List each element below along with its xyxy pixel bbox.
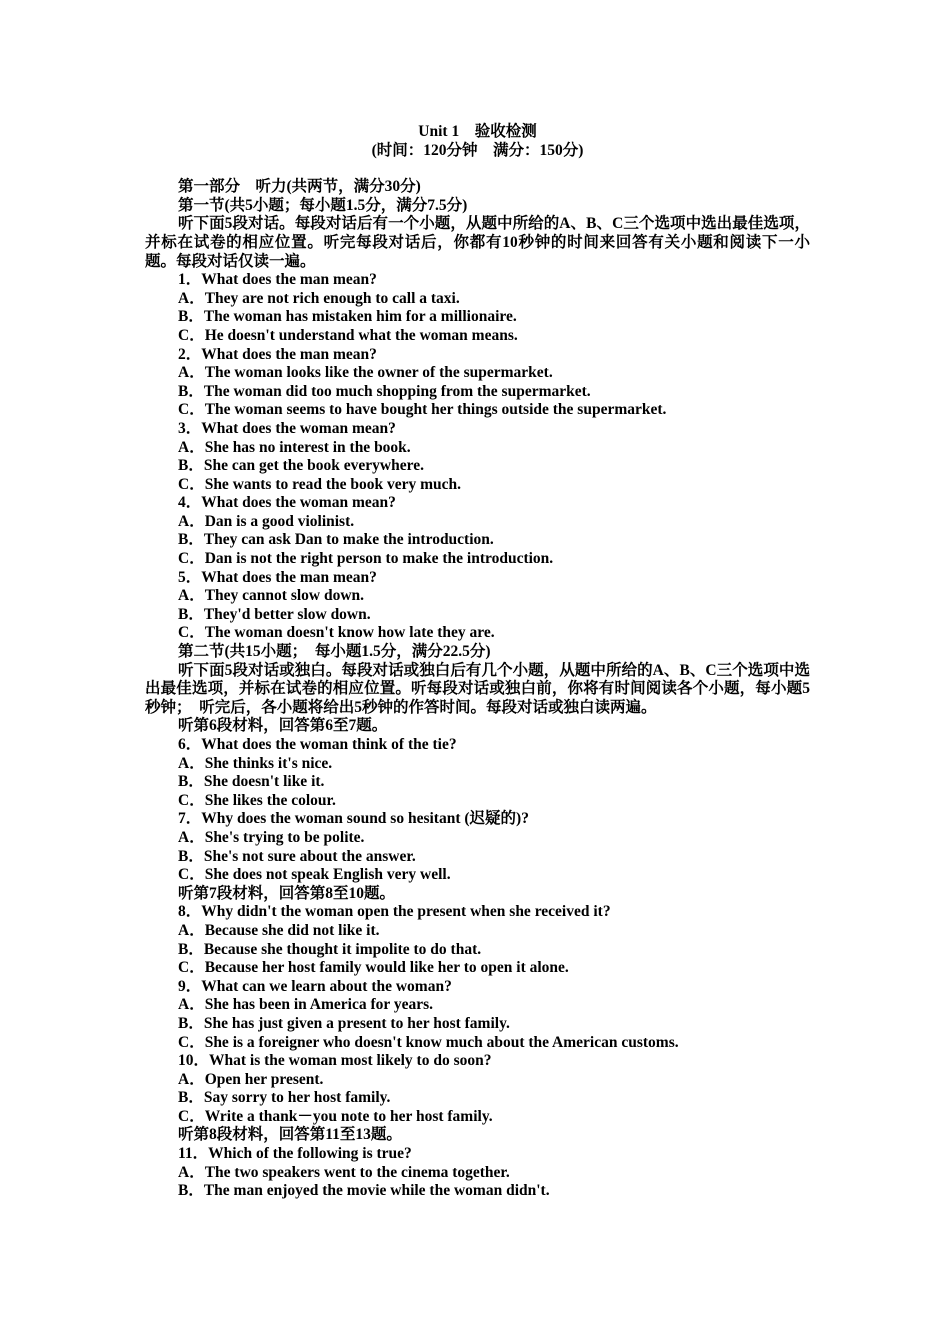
option-line: C．She does not speak English very well.	[178, 866, 451, 884]
option-line: C．Write a thank－you note to her host family.	[178, 1107, 493, 1125]
question-line: 7．Why does the woman sound so hesitant (迟疑的)?	[178, 810, 529, 828]
option-line: A．She's trying to be polite.	[178, 828, 365, 846]
question-line: 1．What does the man mean?	[178, 271, 377, 289]
option-line: B．Say sorry to her host family.	[178, 1089, 391, 1107]
option-line: C．She wants to read the book very much.	[178, 475, 462, 493]
option-line: A．She thinks it's nice.	[178, 754, 333, 772]
option-line: A．Because she did not like it.	[178, 921, 380, 939]
question-line: 9．What can we learn about the woman?	[178, 977, 452, 995]
option-line: C．She is a foreigner who doesn't know much about the American customs.	[178, 1033, 679, 1051]
section-heading: 第一节(共5小题；每小题1.5分，满分7.5分)	[178, 196, 468, 214]
option-line: A．She has no interest in the book.	[178, 438, 411, 456]
spacer	[145, 160, 810, 178]
material-line: 听第8段材料，回答第11至13题。	[178, 1126, 402, 1144]
section-instructions: 听下面5段对话或独白。每段对话或独白后有几个小题，从题中所给的A、B、C三个选项中选出最佳选项，并标在试卷的相应位置。听每段对话或独白前，你将有时间阅读各个小题，每小题5秒钟； 听完后，各小题将给出5秒钟的作答时间。每段对话或独白读两遍。	[145, 661, 810, 716]
question-line: 8．Why didn't the woman open the present when she received it?	[178, 903, 611, 921]
part-heading: 第一部分 听力(共两节，满分30分)	[178, 178, 421, 196]
option-line: B．The woman has mistaken him for a millionaire.	[178, 308, 517, 326]
option-line: B．They can ask Dan to make the introduction.	[178, 531, 494, 549]
option-line: A．The woman looks like the owner of the supermarket.	[178, 364, 553, 382]
option-line: A．They cannot slow down.	[178, 587, 365, 605]
material-line: 听第7段材料，回答第8至10题。	[178, 884, 396, 902]
option-line: A．She has been in America for years.	[178, 996, 434, 1014]
option-line: A．They are not rich enough to call a taxi.	[178, 289, 460, 307]
option-line: B．She has just given a present to her host family.	[178, 1014, 510, 1032]
option-line: C．She likes the colour.	[178, 791, 336, 809]
option-line: C．The woman doesn't know how late they are.	[178, 624, 495, 642]
section-instructions: 听下面5段对话。每段对话后有一个小题，从题中所给的A、B、C三个选项中选出最佳选项，并标在试卷的相应位置。听完每段对话后，你都有10秒钟的时间来回答有关小题和阅读下一小题。每段对话仅读一遍。	[145, 215, 810, 270]
option-line: B．They'd better slow down.	[178, 605, 371, 623]
question-line: 2．What does the man mean?	[178, 345, 377, 363]
document-subtitle: (时间：120分钟 满分：150分)	[371, 141, 584, 159]
question-line: 4．What does the woman mean?	[178, 494, 396, 512]
option-line: B．Because she thought it impolite to do that.	[178, 940, 482, 958]
option-line: B．She doesn't like it.	[178, 773, 325, 791]
option-line: C．Because her host family would like her to open it alone.	[178, 959, 569, 977]
document-title: Unit 1 验收检测	[418, 123, 537, 140]
option-line: A．Dan is a good violinist.	[178, 512, 355, 530]
question-line: 6．What does the woman think of the tie?	[178, 736, 457, 753]
option-line: B．She can get the book everywhere.	[178, 457, 424, 475]
document-page	[145, 123, 810, 1201]
option-line: A．Open her present.	[178, 1070, 324, 1088]
option-line: B．The woman did too much shopping from the supermarket.	[178, 382, 591, 400]
question-line: 10．What is the woman most likely to do soon?	[178, 1052, 492, 1070]
option-line: B．She's not sure about the answer.	[178, 847, 416, 865]
option-line: C．He doesn't understand what the woman means.	[178, 326, 518, 344]
question-line: 5．What does the man mean?	[178, 568, 377, 586]
section-heading: 第二节(共15小题； 每小题1.5分，满分22.5分)	[178, 643, 491, 661]
option-line: C．The woman seems to have bought her things outside the supermarket.	[178, 401, 667, 419]
option-line: C．Dan is not the right person to make the introduction.	[178, 550, 554, 568]
option-line: B．The man enjoyed the movie while the woman didn't.	[178, 1182, 550, 1200]
question-line: 3．What does the woman mean?	[178, 419, 396, 437]
option-line: A．The two speakers went to the cinema together.	[178, 1163, 510, 1181]
material-line: 听第6段材料，回答第6至7题。	[178, 717, 388, 735]
question-line: 11．Which of the following is true?	[178, 1145, 412, 1163]
